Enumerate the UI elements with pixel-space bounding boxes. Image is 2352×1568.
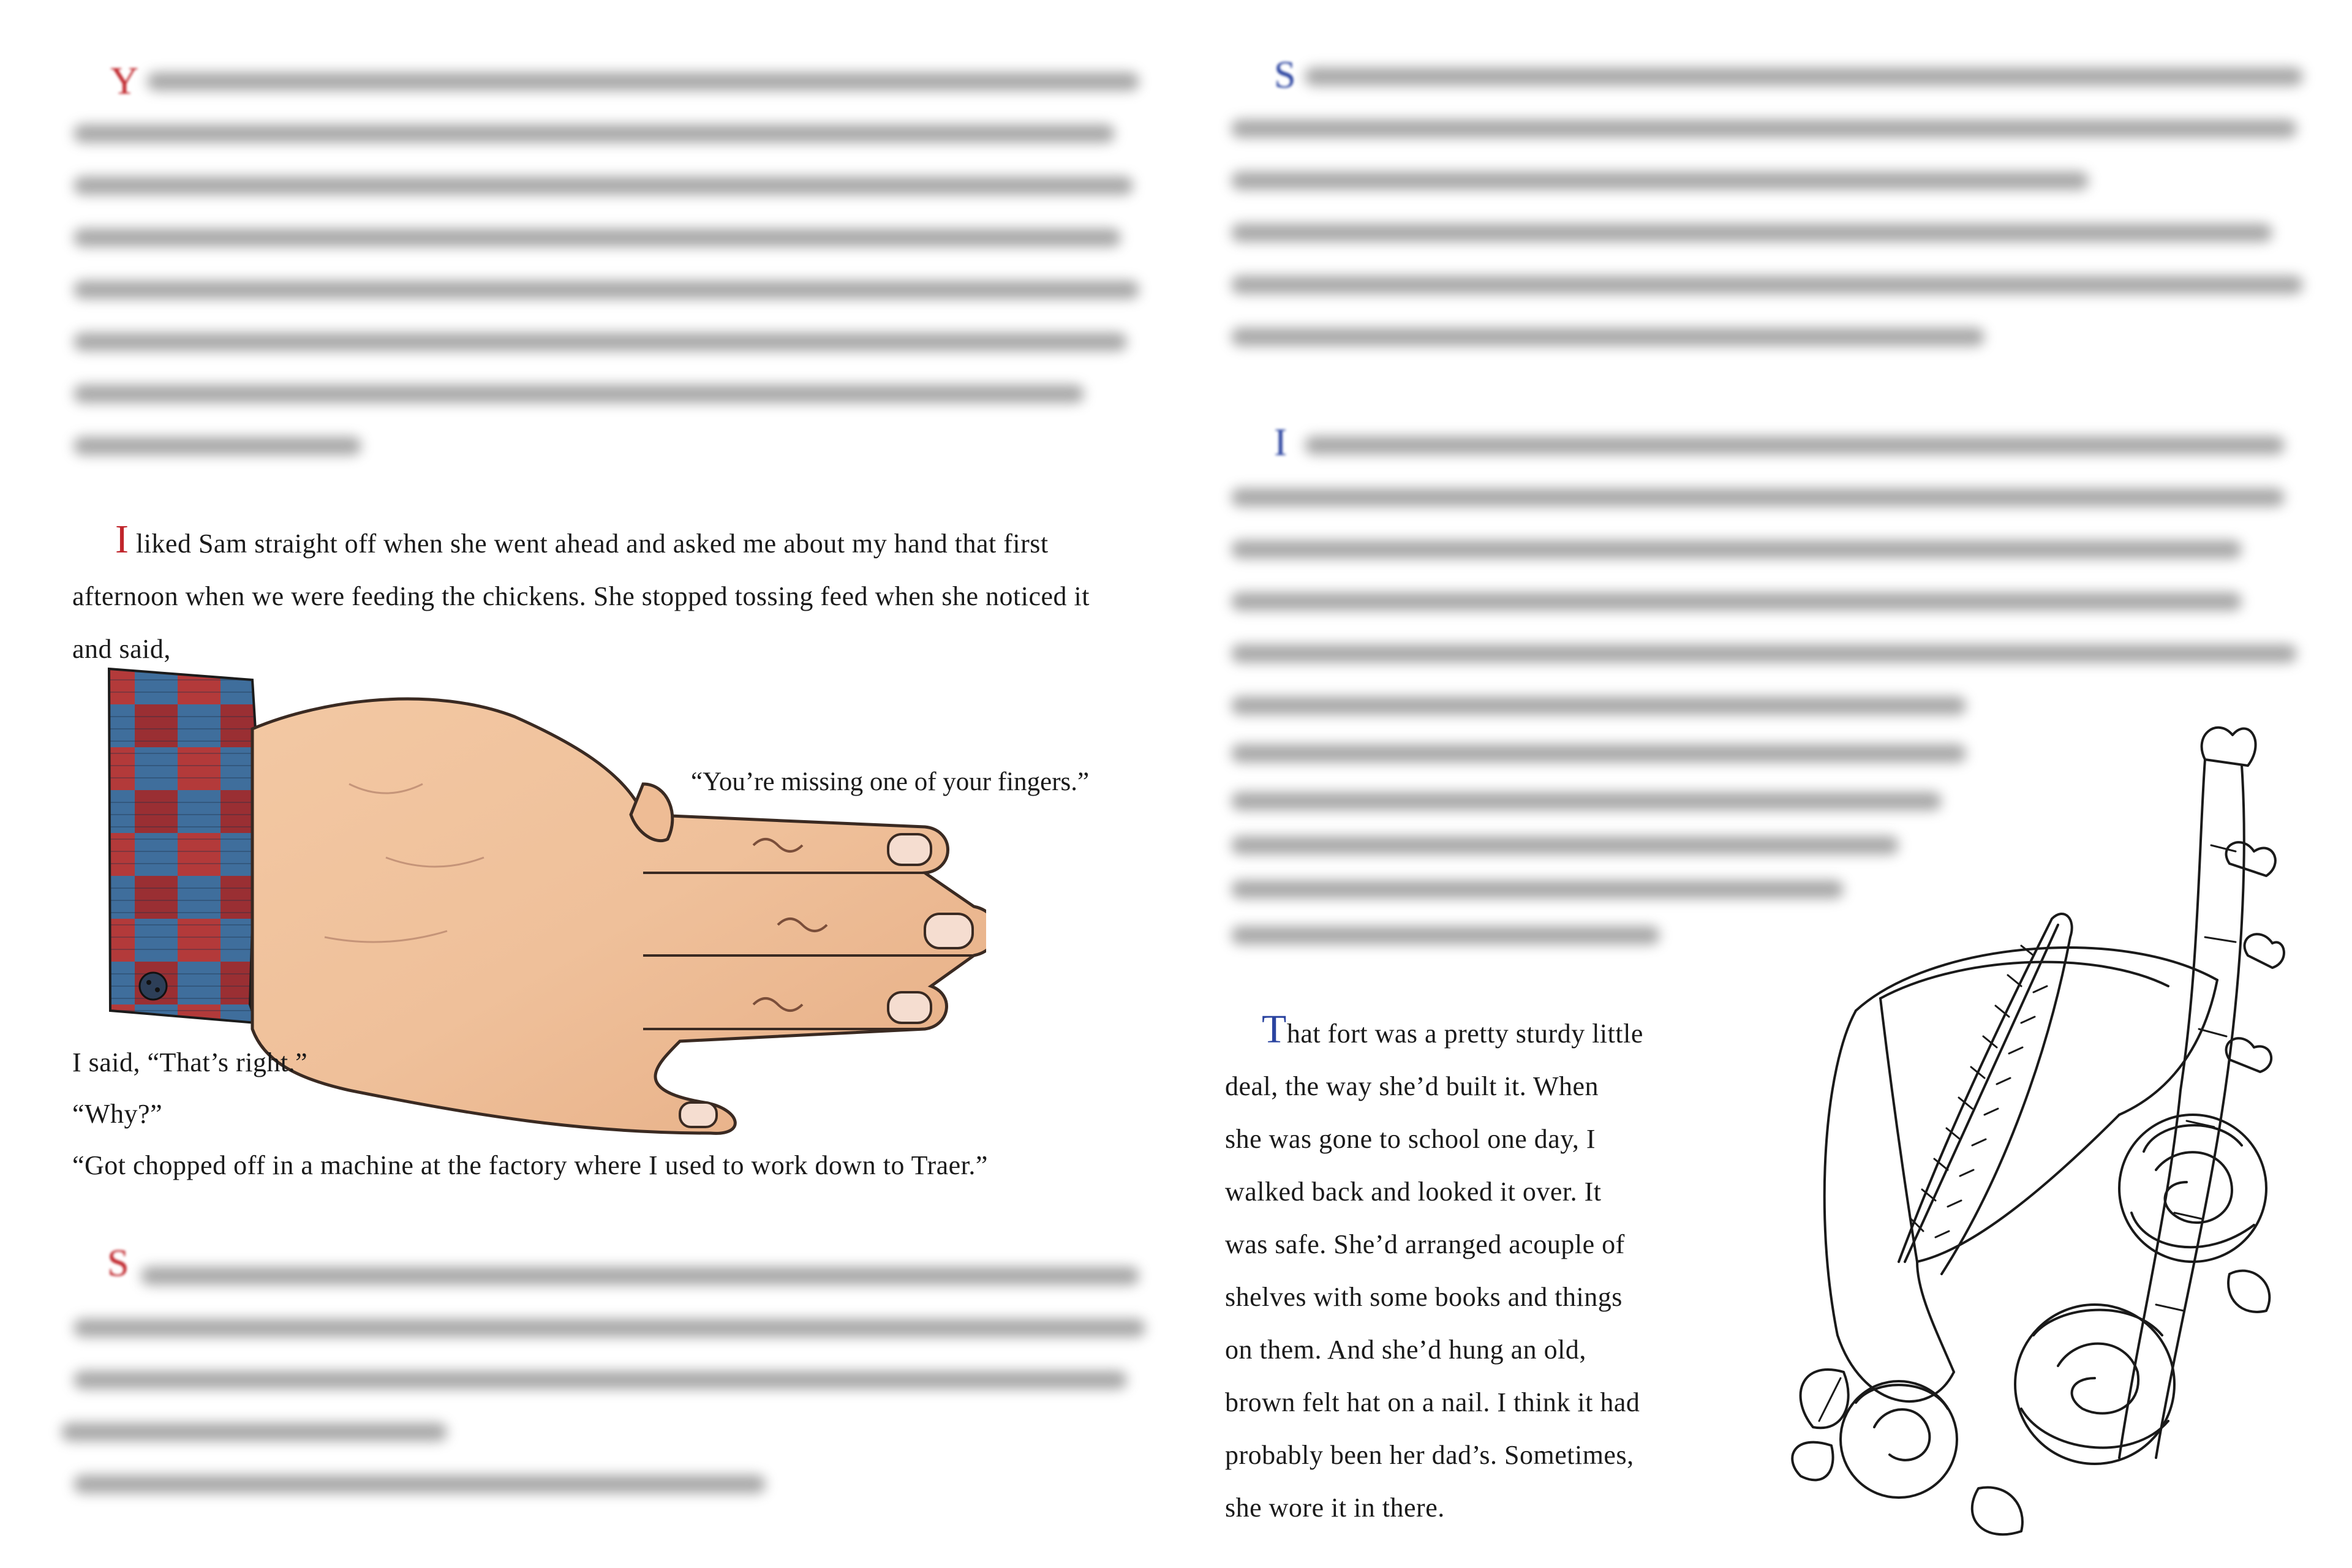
paragraph-line: on them. And she’d hung an old, — [1225, 1335, 1586, 1365]
paragraph-line: shelves with some books and things — [1225, 1282, 1623, 1312]
paragraph-line: probably been her dad’s. Sometimes, — [1225, 1440, 1634, 1470]
hand-quote: “You’re missing one of your fingers.” — [691, 767, 1090, 796]
blurred-drop-cap: S — [107, 1241, 129, 1284]
paragraph-line: brown felt hat on a nail. I think it had — [1225, 1387, 1640, 1417]
paragraph-hand — [72, 518, 1126, 676]
blurred-drop-cap: Y — [110, 59, 139, 102]
paragraph-body: liked Sam straight off when she went ahead and asked me about my hand that first afternoon when we were feeding the chickens. She stopped tossing feed when she noticed it and said, — [72, 529, 1090, 664]
dialogue-line: I said, “That’s right.” — [72, 1047, 308, 1077]
paragraph-line: deal, the way she’d built it. When — [1225, 1071, 1599, 1101]
paragraph-line: she was gone to school one day, I — [1225, 1124, 1596, 1154]
blurred-drop-cap: S — [1274, 53, 1296, 96]
blurred-drop-cap: I — [1274, 420, 1287, 464]
dialogue-line: “Why?” — [72, 1099, 163, 1129]
dialogue-line: “Got chopped off in a machine at the factory where I used to work down to Traer.” — [72, 1150, 988, 1180]
paragraph-initial: I — [115, 517, 129, 562]
blurred-paragraph-bottom-left — [61, 1243, 1145, 1501]
paragraph-line: was safe. She’d arranged acouple of — [1225, 1229, 1625, 1259]
dialogue — [72, 1037, 1126, 1191]
paragraph-initial: T — [1262, 1007, 1287, 1052]
hat-illustration — [1776, 723, 2291, 1556]
right-page — [1176, 0, 2352, 1568]
paragraph-fort — [1225, 1008, 1801, 1534]
paragraph-line: she wore it in there. — [1225, 1493, 1445, 1523]
blurred-paragraph-top-left — [74, 61, 1139, 466]
paragraph-line: hat fort was a pretty sturdy little — [1286, 1019, 1643, 1049]
blurred-paragraph-top-right — [1225, 55, 2303, 361]
paragraph-line: walked back and looked it over. It — [1225, 1177, 1602, 1207]
